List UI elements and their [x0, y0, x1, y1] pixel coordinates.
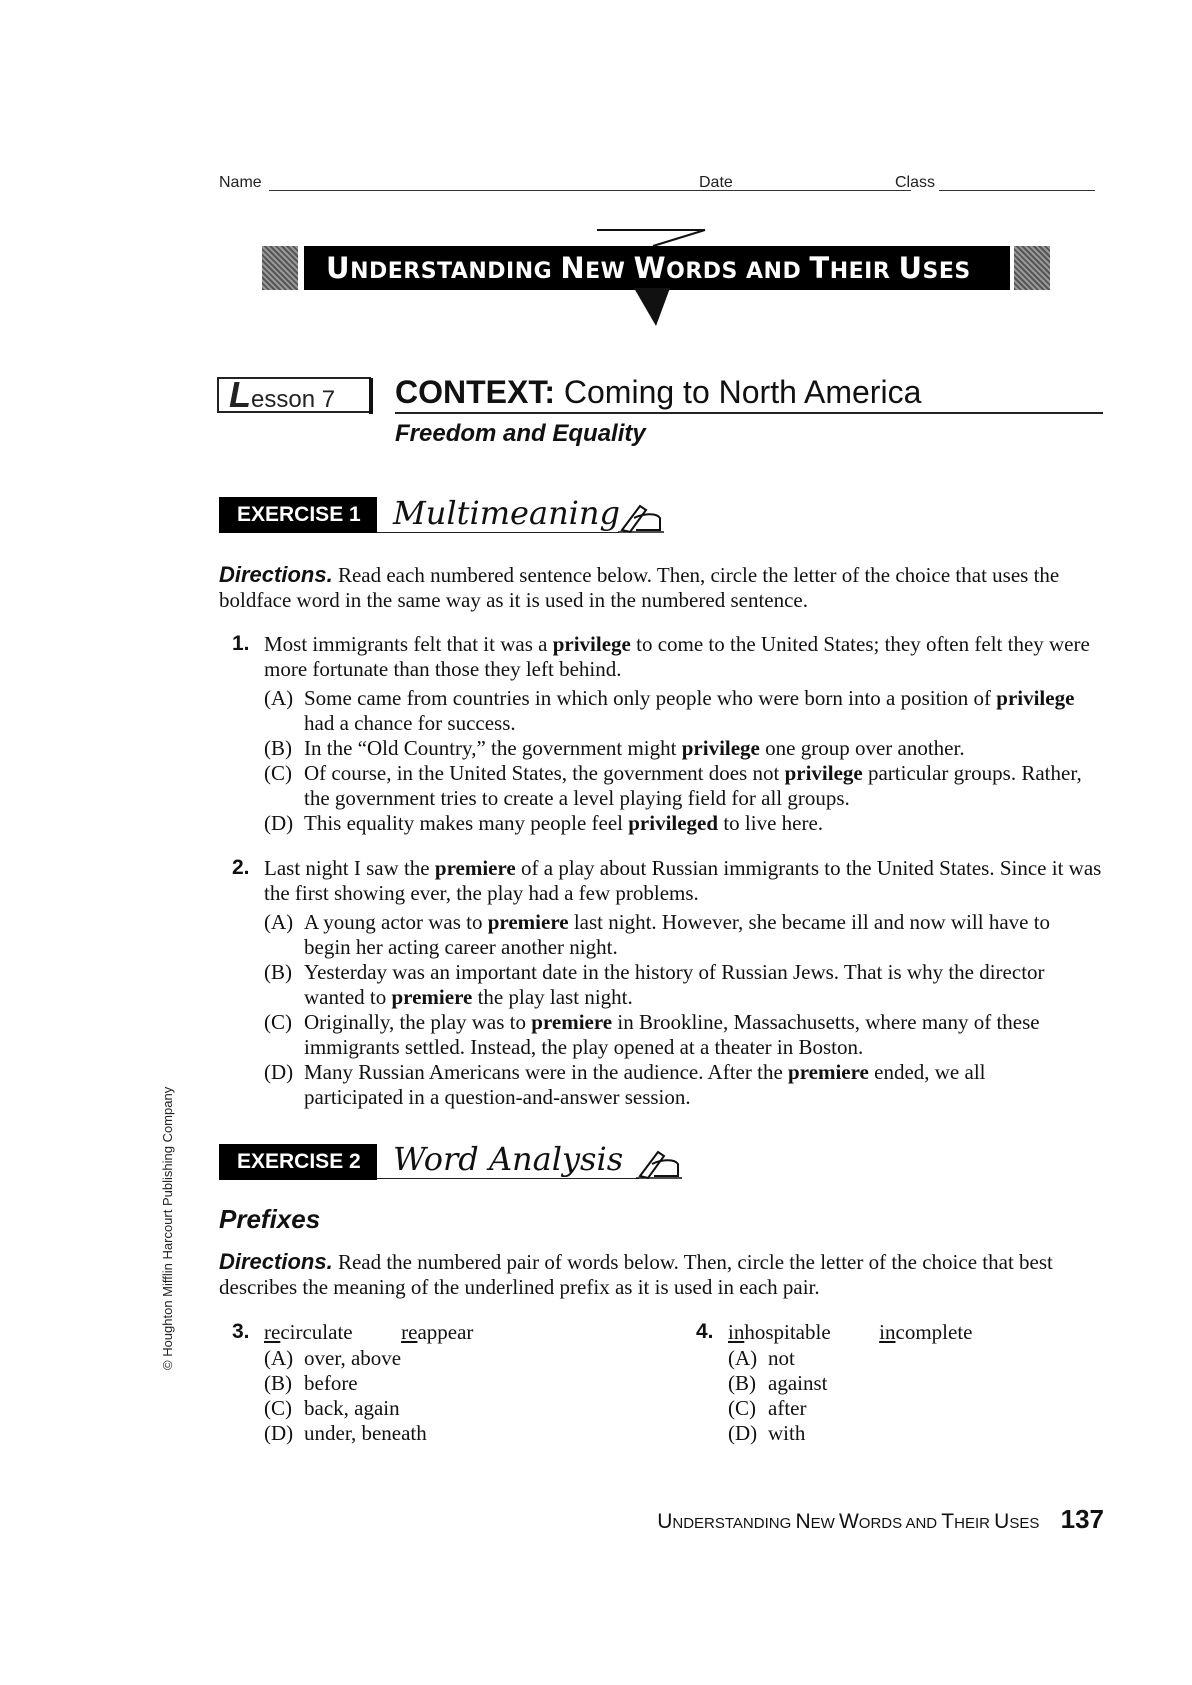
answer-option[interactable]: (A) not — [728, 1346, 795, 1370]
banner-title: UNDERSTANDING NEW WORDS AND THEIR USES — [326, 251, 971, 285]
context-title — [395, 372, 1103, 414]
answer-option[interactable]: (B) against — [728, 1371, 828, 1395]
question-number: 1. — [232, 632, 250, 655]
directions-text: Read each numbered sentence below. Then, circle the letter of the choice that uses the boldface word in the same way as it is used in the numbered sentence. — [219, 563, 1060, 612]
pencil-hand-icon — [634, 1146, 684, 1180]
question-4 — [696, 1320, 1106, 1446]
exercise-1-tab: EXERCISE 1 — [219, 497, 377, 533]
answer-option[interactable]: (C) Originally, the play was to premiere in Brookline, Massachusetts, where many of these immigrants settled. Instead, the play opened at a theater in Boston. — [264, 1010, 1040, 1059]
lesson-box-shadow — [369, 378, 373, 414]
section-heading: Prefixes — [219, 1204, 321, 1234]
answer-option[interactable]: (A) Some came from countries in which only people who were born into a position of privilege had a chance for success. — [264, 686, 1075, 735]
lesson-subtitle: Freedom and Equality — [395, 420, 646, 447]
exercise-2-tab: EXERCISE 2 — [219, 1144, 377, 1180]
word-pair: inhospitable incomplete — [728, 1320, 973, 1344]
copyright-credit: © Houghton Mifflin Harcourt Publishing Company — [160, 1086, 175, 1370]
date-label: Date — [699, 174, 733, 191]
answer-option[interactable]: (C) Of course, in the United States, the government does not privilege particular groups. Rather, the government tries to create a level playing field for all groups. — [264, 761, 1082, 810]
exercise-2-directions — [219, 1249, 1105, 1300]
question-1 — [232, 632, 1106, 836]
exercise-2-title: Word Analysis — [377, 1140, 639, 1179]
question-number: 2. — [232, 856, 250, 879]
answer-option[interactable]: (D) Many Russian Americans were in the audience. After the premiere ended, we all participated in a question-and-answer session. — [264, 1060, 986, 1109]
name-date-class-row — [219, 174, 1095, 196]
word-pair: recirculate reappear — [264, 1320, 474, 1344]
answer-option[interactable]: (A) over, above — [264, 1346, 402, 1370]
context-label: CONTEXT: — [395, 374, 555, 410]
directions-text: Read the numbered pair of words below. Then, circle the letter of the choice that best describes the meaning of the underlined prefix as it is used in each pair. — [219, 1250, 1053, 1299]
question-number: 3. — [232, 1320, 250, 1343]
answer-option[interactable]: (B) before — [264, 1371, 358, 1395]
exercise-1-directions — [219, 562, 1105, 613]
answer-option[interactable]: (A) A young actor was to premiere last night. However, she became ill and now will have to begin her acting career another night. — [264, 910, 1051, 959]
page-number: 137 — [1060, 1504, 1104, 1534]
directions-lead: Directions. — [219, 562, 333, 587]
answer-option[interactable]: (D) with — [728, 1421, 806, 1445]
answer-option[interactable]: (B) In the “Old Country,” the government might privilege one group over another. — [264, 736, 965, 760]
question-stem: Most immigrants felt that it was a privilege to come to the United States; they often felt they were more fortunate than those they left behind. — [264, 632, 1090, 681]
date-line[interactable] — [741, 176, 891, 191]
answer-option[interactable]: (B) Yesterday was an important date in the history of Russian Jews. That is why the director wanted to premiere the play last night. — [264, 960, 1045, 1009]
directions-lead: Directions. — [219, 1249, 333, 1274]
footer-title: UNDERSTANDING NEW WORDS AND THEIR USES — [657, 1510, 1040, 1533]
answer-option[interactable]: (C) after — [728, 1396, 807, 1420]
class-line[interactable] — [939, 176, 1095, 191]
question-stem: Last night I saw the premiere of a play about Russian immigrants to the United States. Since it was the first showing ever, the play had a few problems. — [264, 856, 1102, 905]
pencil-hand-icon — [616, 500, 666, 534]
section-banner — [304, 246, 1010, 290]
banner-arrow-top — [595, 228, 710, 248]
banner-left-block — [262, 246, 298, 290]
answer-option[interactable]: (D) This equality makes many people feel privileged to live here. — [264, 811, 824, 835]
banner-arrow-bottom — [630, 288, 680, 328]
question-number: 4. — [696, 1320, 714, 1343]
question-3 — [232, 1320, 652, 1446]
page-footer — [640, 1504, 1104, 1535]
exercise-1-title: Multimeaning — [377, 494, 619, 533]
banner-right-block — [1014, 246, 1050, 290]
name-label: Name — [219, 174, 262, 191]
answer-option[interactable]: (C) back, again — [264, 1396, 400, 1420]
class-label: Class — [895, 174, 936, 191]
question-2 — [232, 856, 1106, 1110]
context-topic: Coming to North America — [563, 374, 922, 410]
answer-option[interactable]: (D) under, beneath — [264, 1421, 427, 1445]
lesson-label: Lesson 7 — [217, 377, 371, 413]
